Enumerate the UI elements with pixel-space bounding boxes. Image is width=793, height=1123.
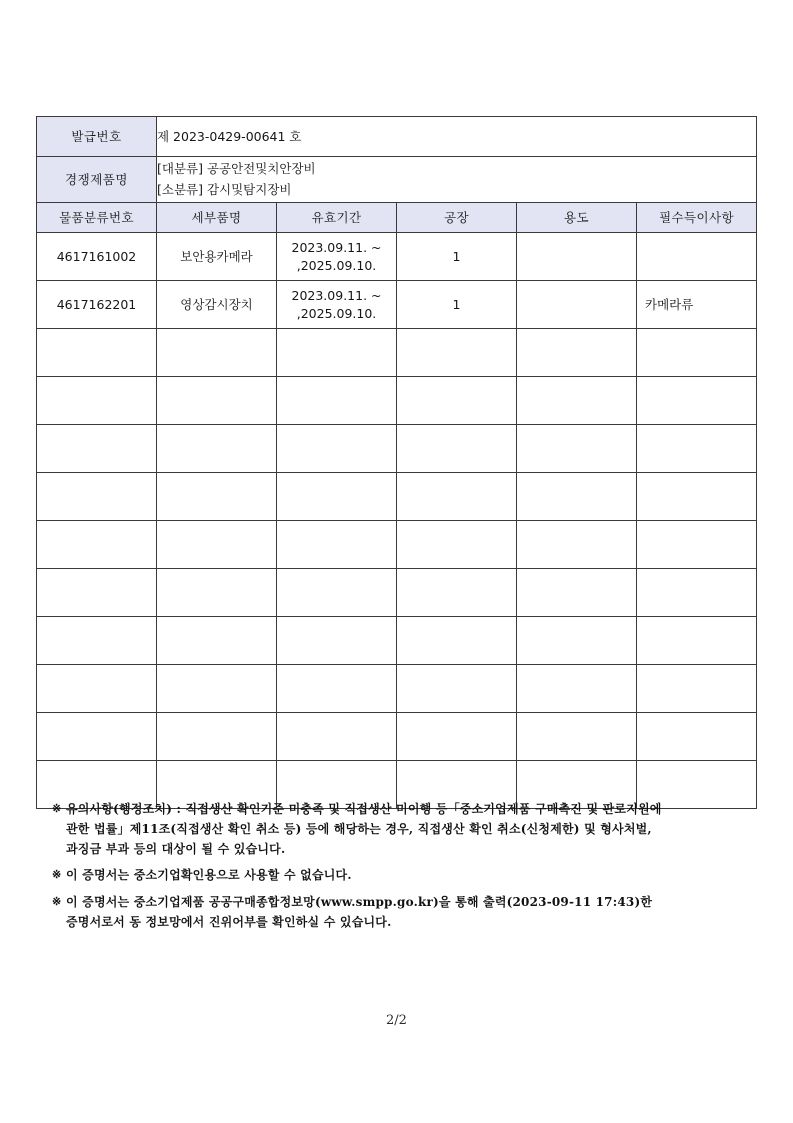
empty-cell xyxy=(517,329,637,377)
empty-cell xyxy=(517,473,637,521)
empty-cell xyxy=(157,617,277,665)
empty-cell xyxy=(277,569,397,617)
issue-number-text: 제 2023-0429-00641 호 xyxy=(157,128,302,144)
empty-cell xyxy=(637,329,757,377)
empty-cell xyxy=(37,425,157,473)
footnotes xyxy=(52,800,764,940)
column-header-name: 세부품명 xyxy=(157,203,277,233)
competitive-product-minor: [소분류] 감시및탐지장비 xyxy=(157,181,292,197)
footnote-line: 증명서로서 동 정보망에서 진위어부를 확인하실 수 있습니다. xyxy=(66,914,392,929)
value-competitive-product xyxy=(157,157,757,203)
cell-use xyxy=(517,233,637,281)
column-header-term: 유효기간 xyxy=(277,203,397,233)
footnote-item xyxy=(52,866,764,886)
empty-cell xyxy=(637,569,757,617)
empty-cell xyxy=(397,425,517,473)
column-header-plant: 공장 xyxy=(397,203,517,233)
empty-cell xyxy=(277,473,397,521)
empty-cell xyxy=(397,665,517,713)
empty-cell xyxy=(37,617,157,665)
empty-cell xyxy=(37,329,157,377)
empty-table-row xyxy=(37,665,757,713)
empty-cell xyxy=(37,521,157,569)
table-row xyxy=(37,281,757,329)
cell-plant: 1 xyxy=(397,233,517,281)
footnote-line: 이 증명서는 중소기업확인용으로 사용할 수 없습니다. xyxy=(66,868,352,883)
empty-table-row xyxy=(37,617,757,665)
certificate-table xyxy=(36,116,757,809)
empty-table-row xyxy=(37,713,757,761)
empty-cell xyxy=(37,713,157,761)
cell-name: 보안용카메라 xyxy=(157,233,277,281)
empty-cell xyxy=(517,665,637,713)
empty-cell xyxy=(517,377,637,425)
empty-cell xyxy=(277,329,397,377)
empty-cell xyxy=(637,617,757,665)
table-row xyxy=(37,233,757,281)
empty-cell xyxy=(517,617,637,665)
label-issue-number: 발급번호 xyxy=(37,117,157,157)
empty-cell xyxy=(157,569,277,617)
empty-cell xyxy=(637,377,757,425)
empty-cell xyxy=(397,569,517,617)
empty-cell xyxy=(37,377,157,425)
empty-cell xyxy=(397,473,517,521)
info-row-issue-number xyxy=(37,117,757,157)
empty-cell xyxy=(517,569,637,617)
cell-term-start: 2023.09.11. ~ xyxy=(291,287,382,303)
value-issue-number xyxy=(157,117,757,157)
empty-cell xyxy=(277,665,397,713)
info-row-competitive-product xyxy=(37,157,757,203)
cell-name: 영상감시장치 xyxy=(157,281,277,329)
empty-table-row xyxy=(37,425,757,473)
footnote-line: 이 증명서는 중소기업제품 공공구매종합정보망(www.smpp.go.kr)을 통해 출력(2023-09-11 17:43)한 xyxy=(66,895,653,910)
empty-cell xyxy=(397,329,517,377)
table-header-row xyxy=(37,203,757,233)
empty-cell xyxy=(397,377,517,425)
empty-cell xyxy=(637,425,757,473)
column-header-requirement: 필수득이사항 xyxy=(637,203,757,233)
empty-cell xyxy=(637,713,757,761)
empty-table-row xyxy=(37,569,757,617)
table-body xyxy=(37,117,757,809)
cell-plant: 1 xyxy=(397,281,517,329)
cell-requirement xyxy=(637,233,757,281)
cell-term-start: 2023.09.11. ~ xyxy=(291,239,382,255)
footnote-line: 관한 법률」제11조(직접생산 확인 취소 등) 등에 해당하는 경우, 직접생산 확인 취소(신청제한) 및 형사처벌, xyxy=(66,821,652,836)
bullet-star-icon: ※ xyxy=(52,868,62,882)
footnote-item xyxy=(52,893,764,933)
cell-term xyxy=(277,233,397,281)
empty-cell xyxy=(517,713,637,761)
page-number: 2/2 xyxy=(386,1013,407,1028)
empty-cell xyxy=(397,521,517,569)
empty-table-row xyxy=(37,329,757,377)
empty-cell xyxy=(277,521,397,569)
cell-requirement: 카메라류 xyxy=(637,281,757,329)
label-competitive-product: 경쟁제품명 xyxy=(37,157,157,203)
competitive-product-major: [대분류] 공공안전및치안장비 xyxy=(157,161,316,176)
bullet-star-icon: ※ xyxy=(52,802,62,815)
empty-cell xyxy=(37,665,157,713)
bullet-star-icon: ※ xyxy=(52,895,62,909)
empty-cell xyxy=(37,473,157,521)
cell-term xyxy=(277,281,397,329)
empty-cell xyxy=(157,425,277,473)
empty-cell xyxy=(397,617,517,665)
cell-term-end: ,2025.09.10. xyxy=(296,257,377,273)
empty-table-row xyxy=(37,521,757,569)
column-header-code: 물품분류번호 xyxy=(37,203,157,233)
empty-cell xyxy=(397,713,517,761)
empty-table-row xyxy=(37,473,757,521)
empty-cell xyxy=(517,425,637,473)
empty-cell xyxy=(157,713,277,761)
empty-cell xyxy=(157,521,277,569)
empty-cell xyxy=(277,617,397,665)
empty-cell xyxy=(157,473,277,521)
footnote-line: 유의사항(행정조치) : 직접생산 확인기준 미충족 및 직접생산 미이행 등「중소기업제품 구매촉진 및 판로지원에 xyxy=(66,802,662,816)
empty-cell xyxy=(277,713,397,761)
empty-cell xyxy=(157,665,277,713)
empty-cell xyxy=(637,665,757,713)
cell-code: 4617161002 xyxy=(37,233,157,281)
cell-code: 4617162201 xyxy=(37,281,157,329)
empty-cell xyxy=(637,521,757,569)
column-header-use: 용도 xyxy=(517,203,637,233)
empty-table-row xyxy=(37,377,757,425)
empty-cell xyxy=(277,425,397,473)
empty-cell xyxy=(37,569,157,617)
empty-cell xyxy=(277,377,397,425)
empty-cell xyxy=(637,473,757,521)
empty-cell xyxy=(157,329,277,377)
footnote-line: 과징금 부과 등의 대상이 될 수 있습니다. xyxy=(66,841,286,856)
cell-term-end: ,2025.09.10. xyxy=(296,305,377,321)
empty-cell xyxy=(157,377,277,425)
footnote-item xyxy=(52,800,764,859)
cell-use xyxy=(517,281,637,329)
empty-cell xyxy=(517,521,637,569)
